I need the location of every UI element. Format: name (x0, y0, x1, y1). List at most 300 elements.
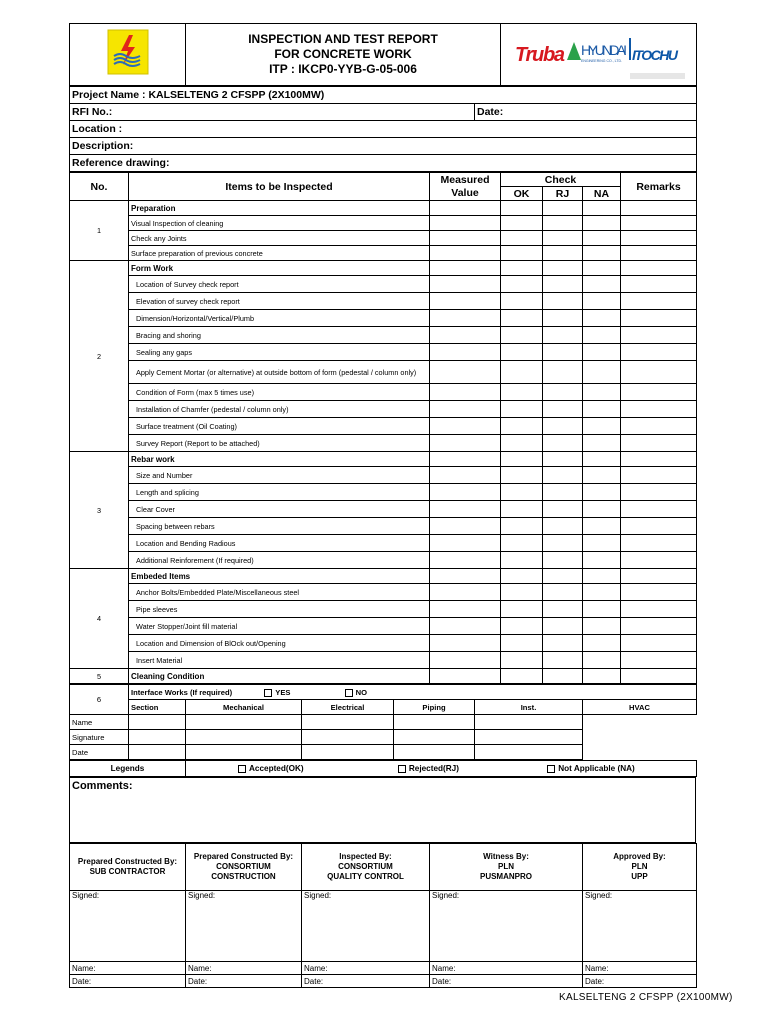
interface-col-section: Section (129, 700, 186, 715)
item-remarks-cell[interactable] (621, 584, 697, 601)
interface-cell[interactable] (394, 715, 475, 730)
item-na-cell[interactable] (583, 401, 621, 418)
interface-works-body (70, 715, 697, 760)
date-field[interactable]: Date: (475, 104, 697, 121)
inspection-items-table (69, 172, 697, 684)
item-group-title: Embeded Items (129, 569, 430, 584)
col-measured-line1: Measured (440, 173, 490, 186)
item-remarks-cell[interactable] (621, 246, 697, 261)
item-remarks-cell[interactable] (621, 276, 697, 293)
item-ok-cell[interactable] (501, 652, 543, 669)
date-sign-field[interactable]: Date: (583, 975, 697, 988)
group-1-ok-cell[interactable] (501, 201, 543, 216)
item-group-number: 2 (70, 261, 129, 452)
item-ok-cell[interactable] (501, 216, 543, 231)
interface-works-table (69, 684, 697, 760)
item-na-cell[interactable] (583, 435, 621, 452)
item-na-cell[interactable] (583, 601, 621, 618)
legends-label: Legends (70, 761, 186, 777)
group-1-remarks-cell[interactable] (621, 201, 697, 216)
signatory-line: CONSORTIUM (338, 862, 393, 871)
date-sign-field[interactable]: Date: (70, 975, 186, 988)
group-5-ok-cell[interactable] (501, 669, 543, 684)
interface-cell[interactable] (394, 730, 475, 745)
signatory-header (70, 844, 186, 891)
col-measured-line2: Value (451, 186, 479, 199)
table-row (70, 652, 697, 669)
col-measured-value (430, 173, 501, 201)
item-remarks-cell[interactable] (621, 231, 697, 246)
hyundai-logo-text: HYUNDAI (581, 42, 627, 58)
table-row (70, 216, 697, 231)
item-na-cell[interactable] (583, 552, 621, 569)
item-group-number: 1 (70, 201, 129, 261)
item-ok-cell[interactable] (501, 327, 543, 344)
partner-logos (501, 24, 697, 86)
item-rj-cell[interactable] (543, 293, 583, 310)
signatory-line: UPP (631, 872, 648, 881)
report-title (186, 24, 501, 86)
item-na-cell[interactable] (583, 618, 621, 635)
item-remarks-cell[interactable] (621, 293, 697, 310)
item-na-cell[interactable] (583, 501, 621, 518)
pln-logo-cell (70, 24, 186, 86)
item-na-cell[interactable] (583, 467, 621, 484)
item-ok-cell[interactable] (501, 435, 543, 452)
rfi-no-field[interactable]: RFI No.: (70, 104, 475, 121)
inspection-item-label: Check any Joints (129, 231, 430, 246)
item-measured-value-cell[interactable] (430, 310, 501, 327)
interface-cell[interactable] (394, 745, 475, 760)
item-ok-cell[interactable] (501, 535, 543, 552)
item-rj-cell[interactable] (543, 584, 583, 601)
item-remarks-cell[interactable] (621, 535, 697, 552)
name-field[interactable]: Name: (70, 962, 186, 975)
signatory-line: CONSTRUCTION (211, 872, 276, 881)
item-ok-cell[interactable] (501, 467, 543, 484)
item-remarks-cell[interactable] (621, 618, 697, 635)
item-rj-cell[interactable] (543, 652, 583, 669)
date-sign-field[interactable]: Date: (186, 975, 302, 988)
item-rj-cell[interactable] (543, 601, 583, 618)
group-title-row (70, 452, 697, 467)
item-ok-cell[interactable] (501, 401, 543, 418)
group-4-na-cell[interactable] (583, 569, 621, 584)
item-ok-cell[interactable] (501, 552, 543, 569)
item-ok-cell[interactable] (501, 246, 543, 261)
inspection-item-label: Location and Dimension of BlOck out/Opening (129, 635, 430, 652)
table-row (70, 552, 697, 569)
item-measured-value-cell[interactable] (430, 435, 501, 452)
item-rj-cell[interactable] (543, 327, 583, 344)
signatory-header (583, 844, 697, 891)
table-row (70, 535, 697, 552)
item-remarks-cell[interactable] (621, 401, 697, 418)
item-group-title: Cleaning Condition (129, 669, 430, 684)
item-remarks-cell[interactable] (621, 310, 697, 327)
item-na-cell[interactable] (583, 635, 621, 652)
group-2-ok-cell[interactable] (501, 261, 543, 276)
interface-cell[interactable] (129, 715, 186, 730)
date-sign-field[interactable]: Date: (430, 975, 583, 988)
group-4-rj-cell[interactable] (543, 569, 583, 584)
table-row (70, 246, 697, 261)
item-group-title: Form Work (129, 261, 430, 276)
item-rj-cell[interactable] (543, 535, 583, 552)
item-measured-value-cell[interactable] (430, 652, 501, 669)
signatory-line: Inspected By: (339, 852, 392, 861)
item-na-cell[interactable] (583, 652, 621, 669)
item-remarks-cell[interactable] (621, 501, 697, 518)
col-rj: RJ (543, 187, 583, 201)
inspection-item-label: Additional Reinforement (If required) (129, 552, 430, 569)
interface-cell[interactable] (186, 715, 302, 730)
signatory-line: PLN (631, 862, 648, 871)
interface-yes-checkbox[interactable] (264, 689, 272, 697)
table-row (70, 435, 697, 452)
table-row (70, 584, 697, 601)
table-row (70, 601, 697, 618)
item-rj-cell[interactable] (543, 618, 583, 635)
signed-field[interactable]: Signed: (583, 891, 697, 962)
item-remarks-cell[interactable] (621, 601, 697, 618)
interface-no-label: NO (355, 687, 367, 697)
item-measured-value-cell[interactable] (430, 467, 501, 484)
table-row (70, 501, 697, 518)
item-ok-cell[interactable] (501, 484, 543, 501)
na-label: Not Applicable (NA) (558, 764, 635, 773)
item-na-cell[interactable] (583, 535, 621, 552)
item-remarks-cell[interactable] (621, 652, 697, 669)
item-remarks-cell[interactable] (621, 635, 697, 652)
inspection-item-label: Dimension/Horizontal/Vertical/Plumb (129, 310, 430, 327)
item-measured-value-cell[interactable] (430, 246, 501, 261)
item-measured-value-cell[interactable] (430, 618, 501, 635)
item-rj-cell[interactable] (543, 635, 583, 652)
group-3-remarks-cell[interactable] (621, 452, 697, 467)
item-ok-cell[interactable] (501, 293, 543, 310)
item-ok-cell[interactable] (501, 518, 543, 535)
item-na-cell[interactable] (583, 484, 621, 501)
item-na-cell[interactable] (583, 327, 621, 344)
interface-cell[interactable] (186, 730, 302, 745)
signatory-line: CONSORTIUM (216, 862, 271, 871)
signatory-line: Prepared Constructed By: (193, 852, 294, 861)
group-4-measured-value-cell[interactable] (430, 569, 501, 584)
group-1-measured-value-cell[interactable] (430, 201, 501, 216)
name-field[interactable]: Name: (302, 962, 430, 975)
group-5-remarks-cell[interactable] (621, 669, 697, 684)
interface-works-title-row (129, 685, 697, 700)
group-2-na-cell[interactable] (583, 261, 621, 276)
item-na-cell[interactable] (583, 293, 621, 310)
item-na-cell[interactable] (583, 231, 621, 246)
item-na-cell[interactable] (583, 361, 621, 384)
item-ok-cell[interactable] (501, 501, 543, 518)
comments-section (69, 777, 696, 843)
item-rj-cell[interactable] (543, 518, 583, 535)
item-ok-cell[interactable] (501, 344, 543, 361)
interface-row (70, 730, 697, 745)
interface-works-number: 6 (70, 685, 129, 715)
item-remarks-cell[interactable] (621, 344, 697, 361)
item-na-cell[interactable] (583, 384, 621, 401)
signatory-line: SUB CONTRACTOR (89, 867, 166, 876)
item-ok-cell[interactable] (501, 231, 543, 246)
group-5-measured-value-cell[interactable] (430, 669, 501, 684)
item-measured-value-cell[interactable] (430, 361, 501, 384)
interface-yes-label: YES (275, 687, 291, 697)
item-rj-cell[interactable] (543, 467, 583, 484)
name-field[interactable]: Name: (186, 962, 302, 975)
report-header (69, 23, 697, 86)
item-remarks-cell[interactable] (621, 361, 697, 384)
interface-cell[interactable] (129, 745, 186, 760)
inspection-item-label: Length and splicing (129, 484, 430, 501)
interface-cell[interactable] (186, 745, 302, 760)
group-3-measured-value-cell[interactable] (430, 452, 501, 467)
item-remarks-cell[interactable] (621, 384, 697, 401)
inspection-item-label: Sealing any gaps (129, 344, 430, 361)
item-rj-cell[interactable] (543, 501, 583, 518)
interface-col-hvac: HVAC (583, 700, 697, 715)
item-measured-value-cell[interactable] (430, 552, 501, 569)
item-rj-cell[interactable] (543, 344, 583, 361)
item-remarks-cell[interactable] (621, 484, 697, 501)
rejected-label: Rejected(RJ) (408, 764, 459, 773)
interface-cell[interactable] (302, 745, 394, 760)
item-ok-cell[interactable] (501, 276, 543, 293)
na-checkbox[interactable] (547, 765, 555, 773)
signatory-line: PLN (498, 862, 514, 871)
item-measured-value-cell[interactable] (430, 601, 501, 618)
pln-logo-icon (107, 29, 149, 75)
item-ok-cell[interactable] (501, 601, 543, 618)
item-measured-value-cell[interactable] (430, 276, 501, 293)
table-row (70, 344, 697, 361)
signatory-header (186, 844, 302, 891)
item-remarks-cell[interactable] (621, 467, 697, 484)
interface-no-checkbox[interactable] (345, 689, 353, 697)
item-rj-cell[interactable] (543, 216, 583, 231)
item-measured-value-cell[interactable] (430, 635, 501, 652)
interface-cell[interactable] (302, 715, 394, 730)
inspection-item-label: Condition of Form (max 5 times use) (129, 384, 430, 401)
group-5-na-cell[interactable] (583, 669, 621, 684)
item-rj-cell[interactable] (543, 231, 583, 246)
inspection-item-label: Apply Cement Mortar (or alternative) at outside bottom of form (pedestal / column only) (129, 361, 430, 384)
item-rj-cell[interactable] (543, 361, 583, 384)
itochu-logo-text: ITOCHU (632, 47, 678, 63)
project-info (69, 86, 697, 172)
item-rj-cell[interactable] (543, 435, 583, 452)
inspection-item-label: Anchor Bolts/Embedded Plate/Miscellaneous steel (129, 584, 430, 601)
item-measured-value-cell[interactable] (430, 501, 501, 518)
item-ok-cell[interactable] (501, 635, 543, 652)
col-ok: OK (501, 187, 543, 201)
item-measured-value-cell[interactable] (430, 293, 501, 310)
group-3-ok-cell[interactable] (501, 452, 543, 467)
item-measured-value-cell[interactable] (430, 384, 501, 401)
item-remarks-cell[interactable] (621, 418, 697, 435)
table-row (70, 276, 697, 293)
signed-field[interactable]: Signed: (70, 891, 186, 962)
inspection-item-label: Pipe sleeves (129, 601, 430, 618)
item-group-number: 3 (70, 452, 129, 569)
inspection-item-label: Clear Cover (129, 501, 430, 518)
item-measured-value-cell[interactable] (430, 484, 501, 501)
group-2-remarks-cell[interactable] (621, 261, 697, 276)
item-na-cell[interactable] (583, 344, 621, 361)
item-measured-value-cell[interactable] (430, 535, 501, 552)
item-measured-value-cell[interactable] (430, 344, 501, 361)
item-measured-value-cell[interactable] (430, 584, 501, 601)
interface-col-electrical: Electrical (302, 700, 394, 715)
item-ok-cell[interactable] (501, 310, 543, 327)
item-group-number: 5 (70, 669, 129, 684)
group-1-na-cell[interactable] (583, 201, 621, 216)
table-row (70, 384, 697, 401)
interface-cell[interactable] (475, 715, 583, 730)
title-line-1: INSPECTION AND TEST REPORT (248, 32, 438, 46)
description-field[interactable]: Description: (70, 138, 697, 155)
group-1-rj-cell[interactable] (543, 201, 583, 216)
group-3-na-cell[interactable] (583, 452, 621, 467)
table-row (70, 518, 697, 535)
item-measured-value-cell[interactable] (430, 518, 501, 535)
table-row (70, 635, 697, 652)
name-field[interactable]: Name: (583, 962, 697, 975)
inspection-item-label: Spacing between rebars (129, 518, 430, 535)
signed-field[interactable]: Signed: (186, 891, 302, 962)
name-row (70, 962, 697, 975)
inspection-item-label: Elevation of survey check report (129, 293, 430, 310)
item-na-cell[interactable] (583, 418, 621, 435)
group-5-rj-cell[interactable] (543, 669, 583, 684)
group-title-row (70, 201, 697, 216)
item-measured-value-cell[interactable] (430, 418, 501, 435)
interface-col-inst: Inst. (475, 700, 583, 715)
item-measured-value-cell[interactable] (430, 401, 501, 418)
inspection-item-label: Location of Survey check report (129, 276, 430, 293)
truba-logo-text: Truba (515, 44, 565, 66)
interface-cell[interactable] (475, 730, 583, 745)
inspection-item-label: Location and Bending Radious (129, 535, 430, 552)
date-sign-field[interactable]: Date: (302, 975, 430, 988)
interface-col-piping: Piping (394, 700, 475, 715)
group-4-ok-cell[interactable] (501, 569, 543, 584)
rejected-checkbox[interactable] (398, 765, 406, 773)
item-remarks-cell[interactable] (621, 327, 697, 344)
item-measured-value-cell[interactable] (430, 327, 501, 344)
col-no: No. (70, 173, 129, 201)
name-field[interactable]: Name: (430, 962, 583, 975)
item-ok-cell[interactable] (501, 418, 543, 435)
item-na-cell[interactable] (583, 518, 621, 535)
table-row (70, 310, 697, 327)
title-line-2: FOR CONCRETE WORK (274, 47, 412, 61)
inspection-item-label: Surface treatment (Oil Coating) (129, 418, 430, 435)
table-row (70, 418, 697, 435)
interface-cell[interactable] (302, 730, 394, 745)
signed-field[interactable]: Signed: (302, 891, 430, 962)
inspection-item-label: Installation of Chamfer (pedestal / column only) (129, 401, 430, 418)
signatory-line: Witness By: (483, 852, 529, 861)
comments-field[interactable]: Comments: (70, 778, 696, 843)
item-na-cell[interactable] (583, 584, 621, 601)
group-title-row (70, 569, 697, 584)
inspection-item-label: Water Stopper/Joint fill material (129, 618, 430, 635)
title-line-3: ITP : IKCP0-YYB-G-05-006 (269, 62, 417, 76)
item-rj-cell[interactable] (543, 552, 583, 569)
interface-row-label: Date (70, 745, 129, 760)
table-row (70, 484, 697, 501)
signatory-line: QUALITY CONTROL (327, 872, 404, 881)
item-rj-cell[interactable] (543, 276, 583, 293)
item-rj-cell[interactable] (543, 484, 583, 501)
item-ok-cell[interactable] (501, 384, 543, 401)
item-na-cell[interactable] (583, 246, 621, 261)
item-na-cell[interactable] (583, 276, 621, 293)
inspection-form (69, 23, 696, 988)
interface-cell[interactable] (475, 745, 583, 760)
interface-row-label: Signature (70, 730, 129, 745)
col-remarks: Remarks (621, 173, 697, 201)
item-rj-cell[interactable] (543, 246, 583, 261)
location-field[interactable]: Location : (70, 121, 697, 138)
item-group-title: Rebar work (129, 452, 430, 467)
item-rj-cell[interactable] (543, 401, 583, 418)
page-footer: KALSELTENG 2 CFSPP (2X100MW) (559, 992, 733, 1003)
project-name-field[interactable]: Project Name : KALSELTENG 2 CFSPP (2X100MW) (70, 87, 697, 104)
reference-drawing-field[interactable]: Reference drawing: (70, 155, 697, 172)
item-ok-cell[interactable] (501, 584, 543, 601)
inspection-item-label: Surface preparation of previous concrete (129, 246, 430, 261)
group-4-remarks-cell[interactable] (621, 569, 697, 584)
inspection-item-label: Visual Inspection of cleaning (129, 216, 430, 231)
group-2-rj-cell[interactable] (543, 261, 583, 276)
item-measured-value-cell[interactable] (430, 216, 501, 231)
item-ok-cell[interactable] (501, 361, 543, 384)
item-remarks-cell[interactable] (621, 552, 697, 569)
signed-field[interactable]: Signed: (430, 891, 583, 962)
item-na-cell[interactable] (583, 216, 621, 231)
group-3-rj-cell[interactable] (543, 452, 583, 467)
interface-row-label: Name (70, 715, 129, 730)
item-measured-value-cell[interactable] (430, 231, 501, 246)
signatory-headers (70, 844, 697, 891)
signatory-header (430, 844, 583, 891)
item-rj-cell[interactable] (543, 418, 583, 435)
item-remarks-cell[interactable] (621, 216, 697, 231)
interface-cell[interactable] (129, 730, 186, 745)
table-row (70, 361, 697, 384)
table-row (70, 467, 697, 484)
item-na-cell[interactable] (583, 310, 621, 327)
date-row (70, 975, 697, 988)
item-remarks-cell[interactable] (621, 435, 697, 452)
partner-logos-icon (501, 24, 693, 80)
group-2-measured-value-cell[interactable] (430, 261, 501, 276)
accepted-checkbox[interactable] (238, 765, 246, 773)
table-row (70, 401, 697, 418)
interface-col-mechanical: Mechanical (186, 700, 302, 715)
item-rj-cell[interactable] (543, 384, 583, 401)
signatory-header (302, 844, 430, 891)
item-rj-cell[interactable] (543, 310, 583, 327)
item-remarks-cell[interactable] (621, 518, 697, 535)
item-ok-cell[interactable] (501, 618, 543, 635)
